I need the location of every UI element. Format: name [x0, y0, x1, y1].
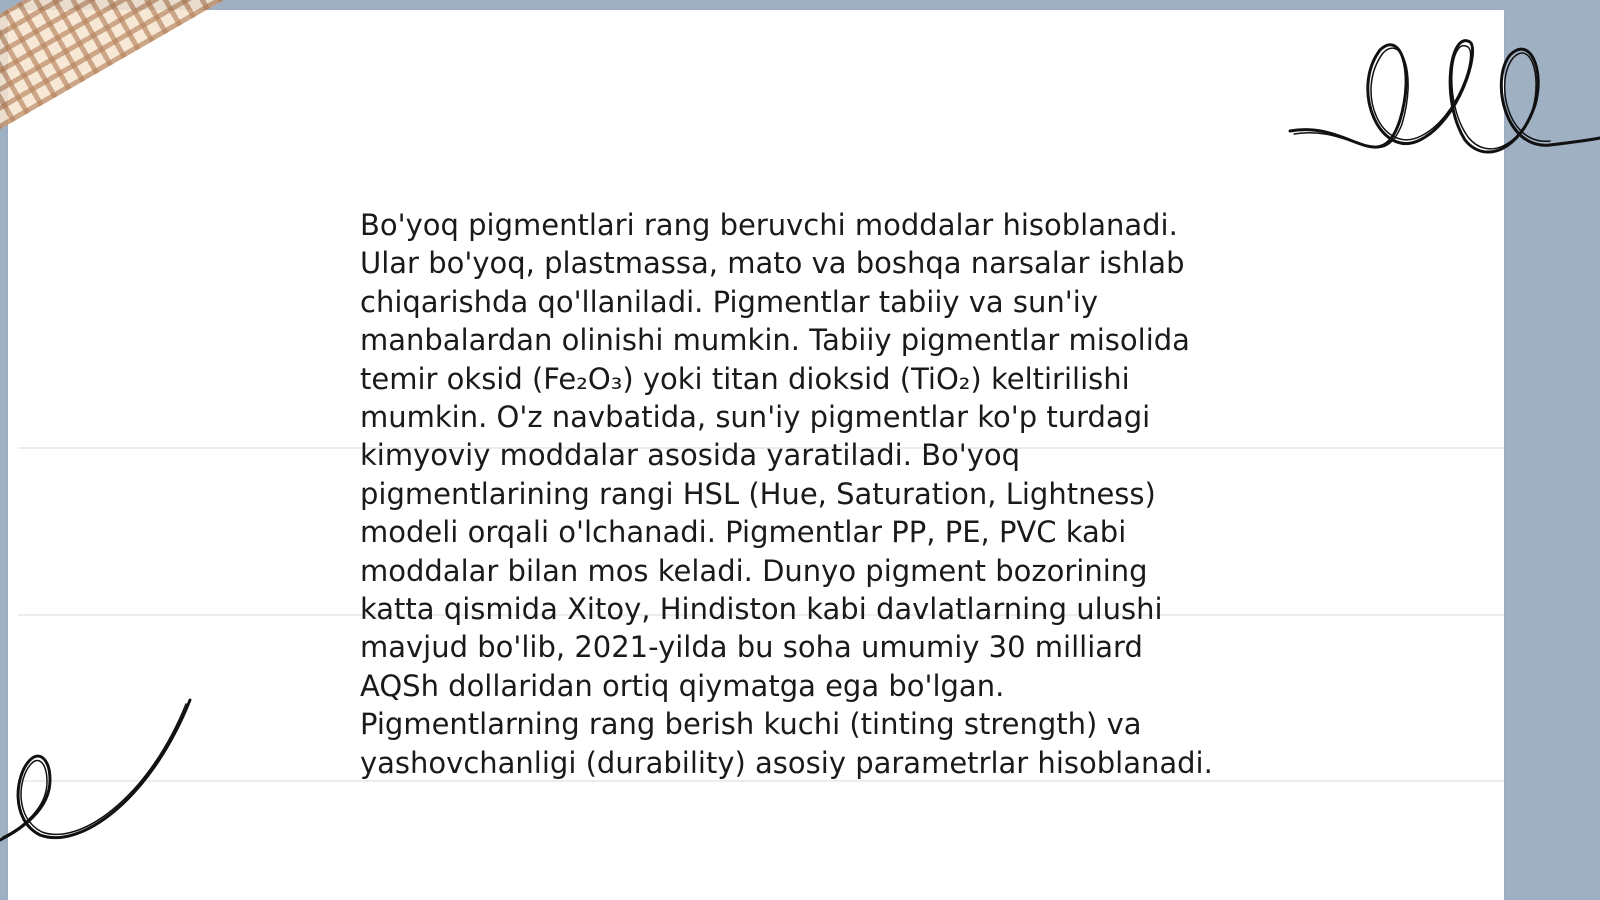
loop-scribble-bottom-left — [0, 700, 200, 850]
body-paragraph: Bo'yoq pigmentlari rang beruvchi moddalar hisoblanadi. Ular bo'yoq, plastmassa, mato va boshqa narsalar ishlab chiqarishda qo'llaniladi. Pigmentlar tabiiy va sun'iy manbalardan olinishi mumkin. Tabiiy pigmentlar misolida temir oksid (Fe₂O₃) yoki titan dioksid (TiO₂) keltirilishi mumkin. O'z navbatida, sun'iy pigmentlar ko'p turdagi kimyoviy moddalar asosida yaratiladi. Bo'yoq pigmentlarining rangi HSL (Hue, Saturation, Lightness) modeli orqali o'lchanadi. Pigmentlar PP, PE, PVC kabi moddalar bilan mos keladi. Dunyo pigment bozorining katta qismida Xitoy, Hindiston kabi davlatlarning ulushi mavjud bo'lib, 2021-yilda bu soha umumiy 30 milliard AQSh dollaridan ortiq qiymatga ega bo'lgan. Pigmentlarning rang berish kuchi (tinting strength) va yashovchanligi (durability) asosiy parametrlar hisoblanadi. — [360, 208, 1213, 780]
loop-scribble-top-right — [1290, 30, 1600, 170]
